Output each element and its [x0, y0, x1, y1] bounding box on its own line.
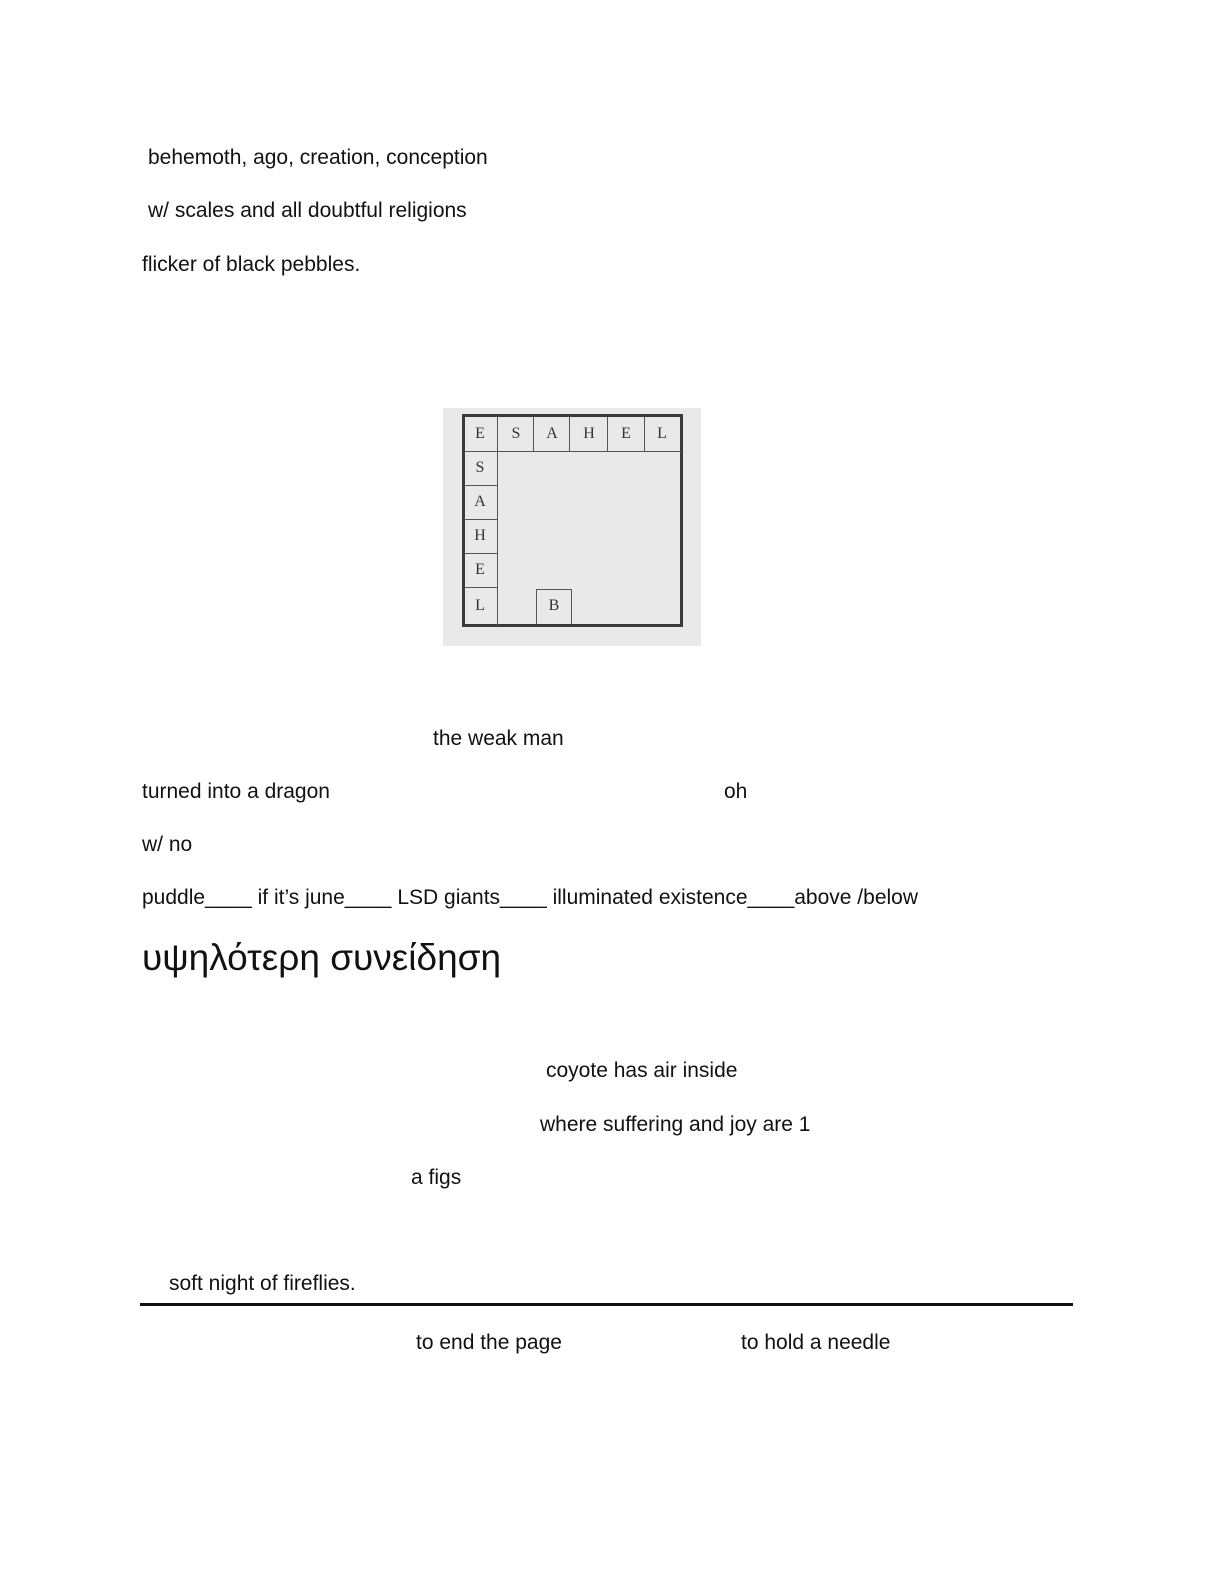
poem-line: to end the page	[416, 1331, 562, 1354]
grid-cell: H	[583, 425, 595, 442]
poem-line: w/ no	[142, 833, 193, 856]
poem-line: oh	[724, 780, 748, 803]
poem-line: behemoth, ago, creation, conception	[148, 146, 488, 169]
grid-rule	[569, 417, 570, 451]
poem-line: where suffering and joy are 1	[540, 1113, 811, 1136]
grid-rule	[497, 417, 498, 627]
sahel-grid-figure	[443, 408, 701, 646]
grid-rule	[607, 417, 608, 451]
grid-cell: E	[475, 561, 485, 578]
poem-line: coyote has air inside	[546, 1059, 738, 1082]
grid-cell: L	[657, 425, 667, 442]
greek-line: υψηλότερη συνείδηση	[142, 937, 502, 978]
grid-cell: E	[621, 425, 631, 442]
grid-cell: B	[548, 597, 560, 614]
poem-line: w/ scales and all doubtful religions	[148, 199, 467, 222]
grid-cell: L	[475, 597, 485, 614]
grid-rule	[533, 417, 534, 451]
grid-cell: A	[474, 493, 486, 510]
grid-cell: S	[475, 459, 485, 476]
poem-line: to hold a needle	[741, 1331, 891, 1354]
grid-rule	[464, 587, 497, 588]
grid-cell: H	[474, 527, 486, 544]
grid-cell: S	[511, 425, 521, 442]
poem-line: puddle____ if it’s june____ LSD giants____ illuminated existence____above /below	[142, 886, 919, 909]
poem-line: soft night of fireflies.	[169, 1272, 356, 1295]
poem-line: a figs	[411, 1166, 462, 1189]
poem-line: the weak man	[433, 727, 564, 750]
grid-cell: A	[546, 425, 558, 442]
poem-line: flicker of black pebbles.	[142, 253, 361, 276]
grid-cell: E	[475, 425, 485, 442]
horizontal-rule	[140, 1303, 1073, 1306]
grid-rule	[571, 589, 572, 624]
poem-line: turned into a dragon	[142, 780, 330, 803]
